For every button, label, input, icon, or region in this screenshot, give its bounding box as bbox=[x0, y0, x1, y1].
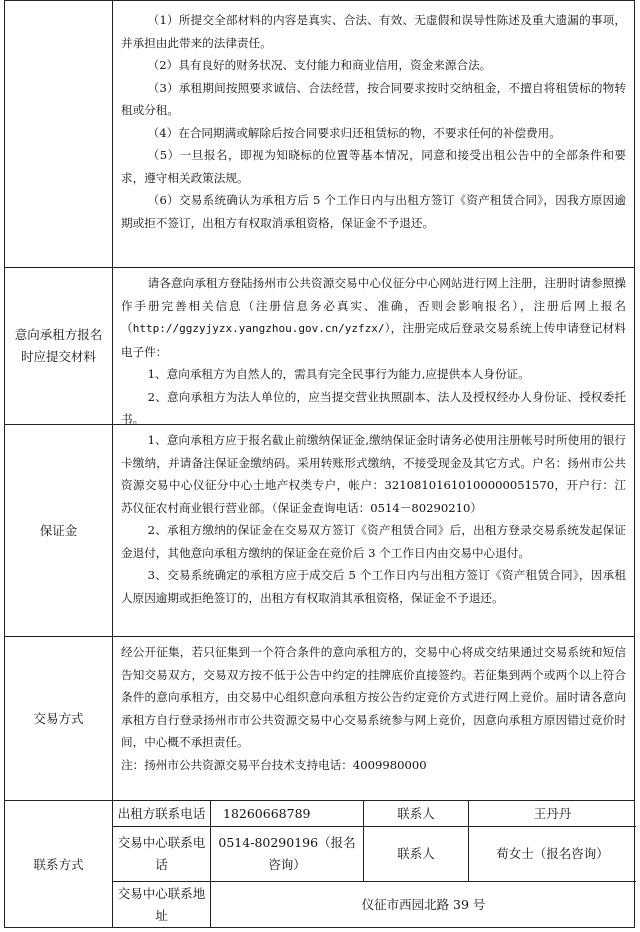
deposit-item: 1、意向承租方应于报名截止前缴纳保证金,缴纳保证金时请务必使用注册帐号时所使用的银行卡缴纳，并请备注保证金缴纳码。采用转账形式缴纳，不接受现金及其它方式。户名：扬州市公共资源交易中心仪征分中心土地产权类专户，帐户：32108101610100000051570，开户行：江苏仪征农村商业银行营业部。（保证金查询电话：0514－80290210） bbox=[121, 433, 626, 515]
commitment-item: （1）所提交全部材料的内容是真实、合法、有效、无虚假和误导性陈述及重大遗漏的事项，并承担由此带来的法律责任。 bbox=[121, 13, 626, 50]
landlord-contact-value: 王丹丹 bbox=[469, 801, 636, 827]
center-address-value: 仪征市西园北路 39 号 bbox=[361, 897, 486, 912]
registration-item: 1、意向承租方为自然人的，需具有完全民事行为能力,应提供本人身份证。 bbox=[147, 367, 530, 381]
commitments-row bbox=[5, 0, 634, 267]
registration-intro bbox=[121, 272, 626, 363]
deposit-item: 3、交易系统确定的承租方应于成交后 5 个工作日内与出租方签订《资产租赁合同》，因承租人原因逾期或拒绝签订的，出租方有权取消其承租资格，保证金不予退还。 bbox=[121, 568, 626, 605]
registration-content bbox=[113, 268, 634, 424]
center-contact-value: 荀女士（报名咨询） bbox=[469, 827, 636, 882]
trade-text: 经公开征集，若只征集到一个符合条件的意向承租方的，交易中心将成交结果通过交易系统和短信告知交易双方，交易双方按不低于公告中约定的挂牌底价直接签约。若征集到两个或两个以上符合条件的意向承租方，由交易中心组织意向承租方按公告约定竞价方式进行网上竞价。届时请各意向承租方自行登录扬州市市公共资源交易中心交易系统参与网上竞价，因意向承租方原因错过竞价时间，中心概不承担责任。 bbox=[121, 645, 626, 749]
registration-label: 意向承租方报名时应提交材料 bbox=[5, 268, 113, 424]
commitment-item: （5）一旦报名，即视为知晓标的位置等基本情况，同意和接受出租公告中的全部条件和要求，遵守相关政策法规。 bbox=[121, 148, 626, 185]
announcement-table bbox=[4, 0, 635, 928]
landlord-contact-label: 联系人 bbox=[364, 801, 469, 827]
deposit-content bbox=[113, 425, 634, 636]
registration-url-link[interactable]: http://ggzyjyzx.yangzhou.gov.cn/yzfzx/ bbox=[132, 322, 385, 335]
registration-row bbox=[5, 267, 634, 424]
deposit-item: 2、承租方缴纳的保证金在交易双方签订《资产租赁合同》后，出租方登录交易系统发起保证金退付，其他意向承租方缴纳的保证金在竞价后 3 个工作日内由交易中心退付。 bbox=[121, 523, 626, 560]
registration-intro-a: 请各意向承租方登陆扬州市公共资源交易中心仪征分中心网站进行网上注册，注册时请参照操作手册完善相关信息（注册信息务必真实、准确，否则会影响报名），注册后网上报名（ bbox=[121, 276, 626, 335]
contact-grid bbox=[113, 801, 634, 928]
deposit-label: 保证金 bbox=[5, 425, 113, 636]
landlord-phone-value: 18260668789 bbox=[211, 801, 364, 827]
center-phone-label: 交易中心联系电话 bbox=[113, 827, 211, 882]
trade-content bbox=[113, 637, 634, 800]
contact-row bbox=[5, 800, 634, 928]
trade-note: 注：扬州市公共资源交易平台技术支持电话：4009980000 bbox=[121, 757, 427, 772]
registration-item: 2、意向承租方为法人单位的，应当提交营业执照副本、法人及授权经办人身份证、授权委托书。 bbox=[121, 389, 626, 426]
deposit-row bbox=[5, 424, 634, 636]
center-phone-value: 0514-80290196（报名咨询） bbox=[211, 827, 364, 882]
landlord-phone-label: 出租方联系电话 bbox=[113, 801, 211, 827]
commitments-content bbox=[113, 1, 634, 267]
trade-label: 交易方式 bbox=[5, 637, 113, 800]
trade-row bbox=[5, 636, 634, 800]
commitment-item: （4）在合同期满或解除后按合同要求归还租赁标的物，不要求任何的补偿费用。 bbox=[147, 125, 561, 140]
center-contact-label: 联系人 bbox=[364, 827, 469, 882]
commitments-label bbox=[5, 1, 113, 267]
registration-intro-b: ），注册完成后登录交易系统上传申请登记材料电子件： bbox=[121, 321, 626, 359]
commitment-item: （3）承租期间按照要求诚信、合法经营，按合同要求按时交纳租金，不擅自将租赁标的物转租或分租。 bbox=[121, 80, 626, 117]
commitment-item: （2）具有良好的财务状况、支付能力和商业信用，资金来源合法。 bbox=[147, 58, 492, 72]
center-address-label: 交易中心联系地址 bbox=[113, 882, 211, 928]
commitment-item: （6）交易系统确认为承租方后 5 个工作日内与出租方签订《资产租赁合同》，因我方原因逾期或拒不签订，出租方有权取消承租资格，保证金不予退还。 bbox=[121, 193, 626, 230]
contact-label: 联系方式 bbox=[5, 801, 113, 928]
